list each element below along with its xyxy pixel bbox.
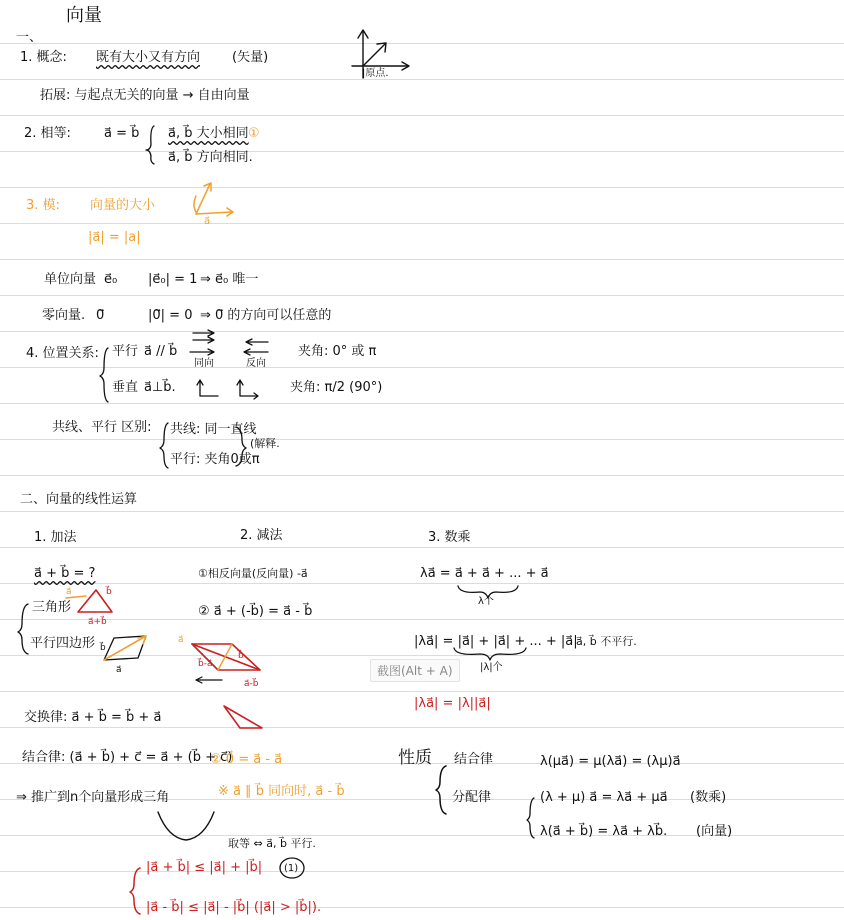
concept-label: 1. 概念: bbox=[20, 50, 67, 65]
equal-condition-1: a⃗, b⃗ 大小相同 bbox=[168, 126, 249, 141]
equality-condition: 取等 ⇔ a⃗, b⃗ 平行. bbox=[228, 837, 316, 850]
subtraction-step-1: ①相反向量(反向量) -a⃗ bbox=[198, 567, 308, 580]
perpendicular-arrows bbox=[197, 380, 258, 399]
zero-vector-sub: ② 0⃗ = a⃗ - a⃗ bbox=[210, 752, 283, 767]
parallelogram-label-a: a⃗ bbox=[116, 665, 122, 675]
distributive-1-note: (数乘) bbox=[690, 790, 727, 805]
addition-question: a⃗ + b⃗ = ? bbox=[34, 566, 96, 581]
brace-properties bbox=[436, 766, 446, 814]
brace-equal bbox=[146, 126, 154, 164]
equal-expr: a⃗ = b⃗ bbox=[104, 126, 140, 141]
scalar-count: λ个 bbox=[478, 596, 494, 607]
same-direction-label: 同向 bbox=[194, 358, 214, 369]
abs-note: a⃗, b⃗ 不平行. bbox=[576, 635, 637, 648]
properties-label: 性质 bbox=[398, 748, 432, 768]
triangle-label: 三角形 bbox=[32, 600, 72, 615]
triangle-label-b: b⃗ bbox=[106, 587, 112, 597]
sub-diagram-label-diff1: b⃗-a⃗ bbox=[198, 659, 213, 669]
brace-distributive bbox=[527, 798, 534, 838]
abs-result: |λa⃗| = |λ||a⃗| bbox=[414, 696, 491, 711]
parallelogram-label-b: b⃗ bbox=[100, 643, 106, 653]
equal-condition-2: a⃗, b⃗ 方向相同. bbox=[168, 150, 253, 165]
brace-inequalities bbox=[130, 868, 140, 914]
distributive-2: λ(a⃗ + b⃗) = λa⃗ + λb⃗. bbox=[540, 824, 668, 839]
unit-vector-expr: |e⃗₀| = 1 bbox=[148, 272, 198, 287]
subtraction-label: 2. 减法 bbox=[240, 528, 283, 543]
translate-note: ⇒ 推广到n个向量形成三角 bbox=[16, 790, 170, 805]
brace-note: (解释. bbox=[250, 437, 280, 450]
parallelogram-label: 平行四边形 bbox=[30, 636, 96, 651]
screenshot-tooltip: 截图(Alt + A) bbox=[370, 659, 460, 682]
v-curve bbox=[158, 812, 214, 840]
commutative-law: 交换律: a⃗ + b⃗ = b⃗ + a⃗ bbox=[24, 710, 162, 725]
section-2-heading: 二、向量的线性运算 bbox=[20, 492, 138, 507]
sub-diagram-label-diff2: a⃗-b⃗ bbox=[244, 679, 259, 689]
free-vector-note: 拓展: 与起点无关的向量 → 自由向量 bbox=[40, 88, 250, 103]
associative-label: 结合律 bbox=[454, 752, 494, 767]
modulus-expr: |a⃗| = |a| bbox=[88, 230, 141, 245]
concept-note: (矢量) bbox=[232, 50, 269, 65]
associative-expr: λ(μa⃗) = μ(λa⃗) = (λμ)a⃗ bbox=[540, 754, 681, 769]
special-case: ※ a⃗ ∥ b⃗ 同向时, a⃗ - b⃗ bbox=[218, 784, 345, 799]
commutative-triangle bbox=[224, 706, 262, 728]
triangle-label-a: a⃗ bbox=[66, 587, 72, 597]
parallel-item: 平行: 夹角0或π bbox=[170, 452, 260, 467]
zero-vector-result: ⇒ 0⃗ 的方向可以任意的 bbox=[200, 308, 332, 323]
equal-label: 2. 相等: bbox=[24, 126, 71, 141]
modulus-text: 向量的大小 bbox=[90, 198, 156, 213]
zero-vector-label: 零向量. bbox=[42, 308, 86, 323]
sub-diagram-label-a: a⃗ bbox=[178, 635, 184, 645]
abs-expr: |λa⃗| = |a⃗| + |a⃗| + ... + |a⃗| bbox=[414, 634, 578, 649]
unit-vector-result: ⇒ e⃗₀ 唯一 bbox=[200, 272, 259, 287]
concept-text: 既有大小又有方向 bbox=[96, 50, 201, 65]
parallel-angle: 夹角: 0° 或 π bbox=[298, 344, 377, 359]
addition-label: 1. 加法 bbox=[34, 530, 77, 545]
distributive-2-note: (向量) bbox=[696, 824, 733, 839]
unit-vector-symbol: e⃗₀ bbox=[104, 272, 118, 287]
perpendicular-angle: 夹角: π/2 (90°) bbox=[290, 380, 383, 395]
brace-position bbox=[100, 348, 108, 402]
scalar-expr: λa⃗ = a⃗ + a⃗ + ... + a⃗ bbox=[420, 566, 549, 581]
circle-mark: (1) bbox=[284, 863, 299, 874]
parallel-label: 平行 bbox=[112, 344, 139, 359]
parallel-expr: a⃗ // b⃗ bbox=[144, 344, 178, 359]
distributive-label: 分配律 bbox=[452, 790, 492, 805]
perpendicular-expr: a⃗⊥b⃗. bbox=[144, 380, 176, 395]
abs-count: |λ|个 bbox=[480, 662, 503, 673]
collinear-item: 共线: 同一直线 bbox=[170, 422, 257, 437]
zero-vector-symbol: 0⃗ bbox=[96, 308, 105, 323]
unit-vector-label: 单位向量 bbox=[44, 272, 97, 287]
direction-arrows bbox=[190, 330, 268, 355]
modulus-label: 3. 模: bbox=[26, 198, 60, 213]
opposite-direction-label: 反向 bbox=[246, 358, 266, 369]
equal-circle-mark: ① bbox=[248, 126, 260, 141]
zero-vector-expr: |0⃗| = 0 bbox=[148, 308, 193, 323]
origin-label: |原点. bbox=[362, 68, 389, 79]
section-1-heading: 一、 bbox=[16, 30, 43, 45]
inequality-1: |a⃗ + b⃗| ≤ |a⃗| + |b⃗| bbox=[146, 860, 263, 875]
page-title: 向量 bbox=[66, 5, 102, 26]
scalar-label: 3. 数乘 bbox=[428, 530, 471, 545]
position-label: 4. 位置关系: bbox=[26, 346, 99, 361]
brace-collinear bbox=[160, 423, 168, 468]
associative-law: 结合律: (a⃗ + b⃗) + c⃗ = a⃗ + (b⃗ + c⃗) bbox=[22, 750, 233, 765]
inequality-2: |a⃗ - b⃗| ≤ |a⃗| - |b⃗| (|a⃗| > |b⃗|). bbox=[146, 900, 322, 915]
brace-addition bbox=[18, 604, 28, 654]
modulus-vector-sketch bbox=[194, 183, 233, 216]
sub-diagram-label-b: b⃗ bbox=[238, 651, 244, 661]
subtraction-step-2: ② a⃗ + (-b⃗) = a⃗ - b⃗ bbox=[198, 604, 313, 619]
collinear-label: 共线、平行 区别: bbox=[52, 420, 152, 435]
triangle-label-sum: a⃗+b⃗ bbox=[88, 617, 107, 627]
parallelogram-sketch bbox=[104, 636, 146, 660]
modulus-vector-label: a⃗ bbox=[204, 216, 211, 227]
distributive-1: (λ + μ) a⃗ = λa⃗ + μa⃗ bbox=[540, 790, 668, 805]
perpendicular-label: 垂直 bbox=[112, 380, 139, 395]
